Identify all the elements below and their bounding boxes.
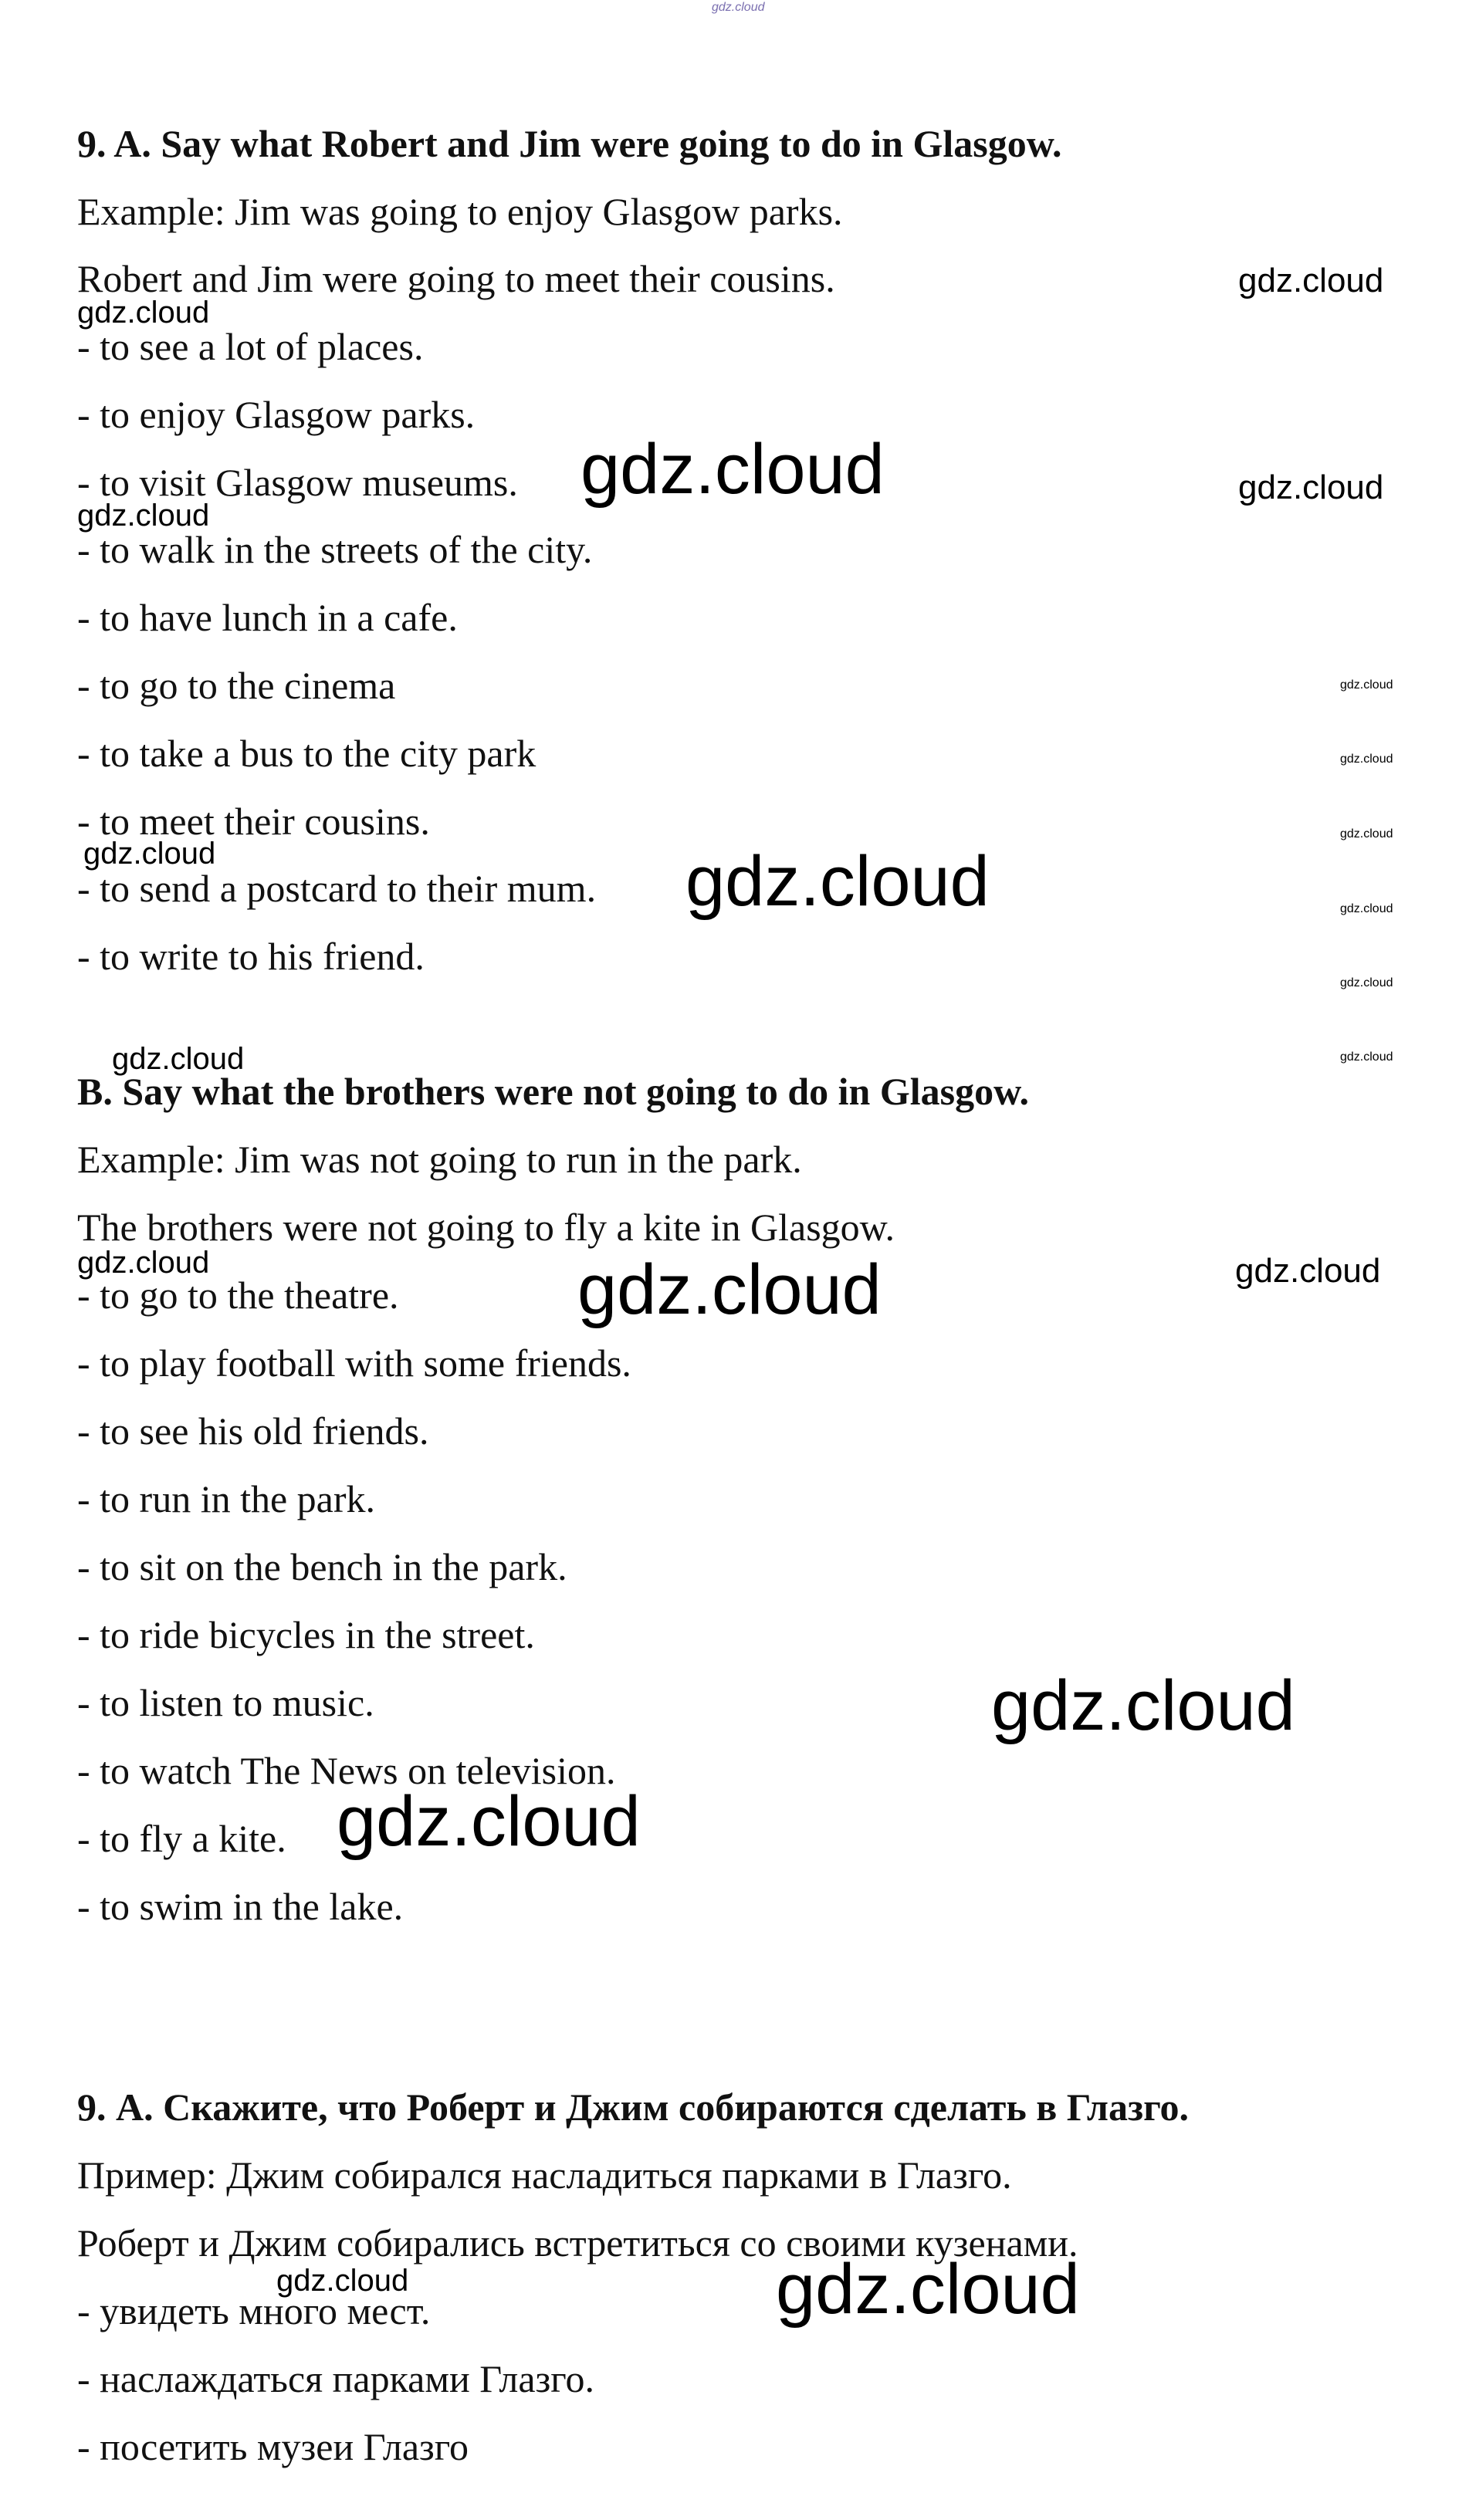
section-ru-answer: Роберт и Джим собирались встретиться со своими кузенами. xyxy=(77,2221,1078,2265)
section-b-item: - to watch The News on television. xyxy=(77,1749,616,1792)
section-a-answer: Robert and Jim were going to meet their cousins. xyxy=(77,257,835,300)
section-a-item: - to meet their cousins. xyxy=(77,800,430,843)
section-a-item: - to take a bus to the city park xyxy=(77,732,536,775)
watermark-text: gdz.cloud xyxy=(776,2250,1080,2329)
section-b-item: - to listen to music. xyxy=(77,1681,374,1724)
watermark-text: gdz.cloud xyxy=(1340,976,1393,989)
section-ru-item: - посетить музеи Глазго xyxy=(77,2425,469,2468)
section-b-example: Example: Jim was not going to run in the park. xyxy=(77,1138,802,1181)
watermark-text: gdz.cloud xyxy=(77,499,210,533)
section-b-item: - to sit on the bench in the park. xyxy=(77,1545,567,1588)
section-b-item: - to run in the park. xyxy=(77,1477,376,1520)
watermark-text: gdz.cloud xyxy=(77,1246,210,1280)
section-a-item: - to send a postcard to their mum. xyxy=(77,867,597,910)
section-ru-item: - увидеть много мест. xyxy=(77,2289,431,2332)
watermark-text: gdz.cloud xyxy=(1238,262,1384,299)
watermark-text: gdz.cloud xyxy=(112,1042,245,1076)
watermark-text: gdz.cloud xyxy=(685,842,990,921)
section-a-item: - to have lunch in a cafe. xyxy=(77,596,458,639)
section-b-item: - to swim in the lake. xyxy=(77,1885,404,1928)
section-a-heading: 9. A. Say what Robert and Jim were going to do in Glasgow. xyxy=(77,122,1062,165)
watermark-text: gdz.cloud xyxy=(337,1782,641,1861)
section-a-item: - to walk in the streets of the city. xyxy=(77,528,593,571)
watermark-text: gdz.cloud xyxy=(77,296,210,330)
section-ru-example: Пример: Джим собирался насладиться парками в Глазго. xyxy=(77,2153,1012,2197)
watermark-text: gdz.cloud xyxy=(577,1250,882,1329)
section-b-item: - to go to the theatre. xyxy=(77,1274,399,1317)
section-a-item: - to see a lot of places. xyxy=(77,325,424,368)
section-b-heading: B. Say what the brothers were not going to do in Glasgow. xyxy=(77,1070,1029,1113)
watermark-text: gdz.cloud xyxy=(1340,678,1393,692)
watermark-text: gdz.cloud xyxy=(1340,827,1393,841)
watermark-text: gdz.cloud xyxy=(83,837,216,871)
watermark-text: gdz.cloud xyxy=(1340,753,1393,766)
section-b-item: - to play football with some friends. xyxy=(77,1341,631,1385)
section-b-item: - to fly a kite. xyxy=(77,1817,286,1860)
section-b-item: - to see his old friends. xyxy=(77,1409,429,1453)
watermark-text: gdz.cloud xyxy=(1340,902,1393,915)
section-a-item: - to enjoy Glasgow parks. xyxy=(77,393,476,436)
section-a-item: - to write to his friend. xyxy=(77,935,425,978)
top-watermark: gdz.cloud xyxy=(712,1,765,14)
section-b-item: - to ride bicycles in the street. xyxy=(77,1613,535,1656)
watermark-text: gdz.cloud xyxy=(580,430,885,509)
watermark-text: gdz.cloud xyxy=(276,2264,409,2298)
watermark-text: gdz.cloud xyxy=(1235,1252,1381,1290)
watermark-text: gdz.cloud xyxy=(1340,1050,1393,1064)
watermark-text: gdz.cloud xyxy=(1238,468,1384,506)
section-a-item: - to visit Glasgow museums. xyxy=(77,461,518,504)
section-b-answer: The brothers were not going to fly a kite in Glasgow. xyxy=(77,1206,895,1249)
watermark-text: gdz.cloud xyxy=(991,1666,1295,1745)
section-ru-heading: 9. А. Скажите, что Роберт и Джим собираются сделать в Глазго. xyxy=(77,2085,1190,2129)
section-a-item: - to go to the cinema xyxy=(77,664,396,707)
section-ru-item: - наслаждаться парками Глазго. xyxy=(77,2357,595,2400)
section-a-example: Example: Jim was going to enjoy Glasgow parks. xyxy=(77,190,843,233)
